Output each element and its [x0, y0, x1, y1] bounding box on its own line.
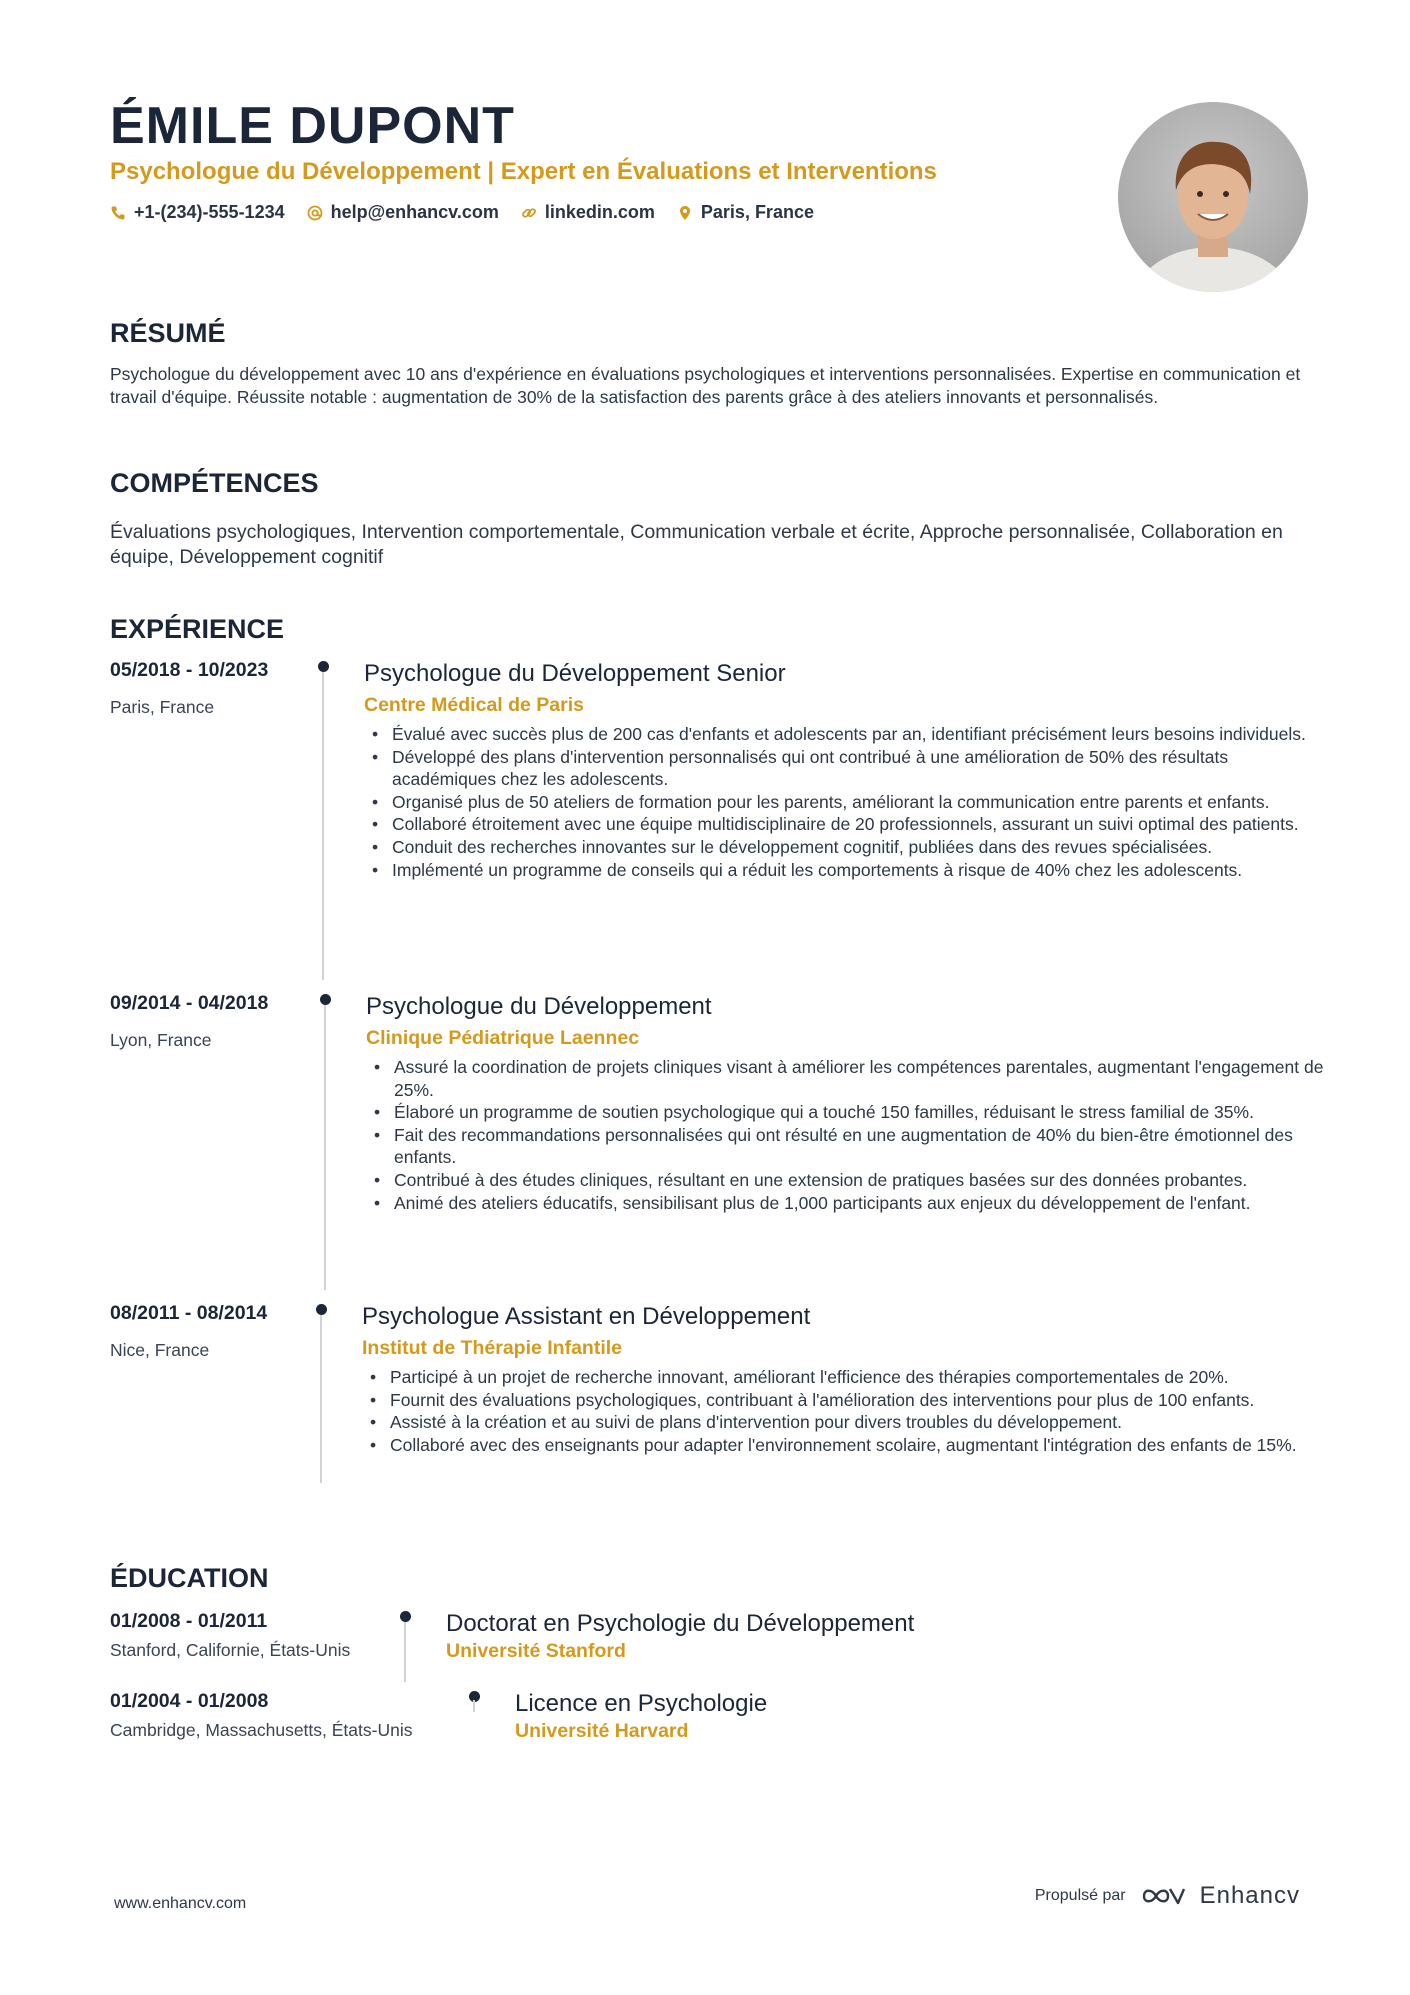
list-item: • Fait des recommandations personnalisées qui ont résulté en une augmentation de 40% du bien-être émotionnel des enfants. — [394, 1124, 1324, 1169]
list-item: • Organisé plus de 50 ateliers de formation pour les parents, améliorant la communication entre parents et enfants. — [392, 791, 1322, 814]
contact-location: Paris, France — [677, 202, 814, 223]
section-title-skills: COMPÉTENCES — [110, 468, 319, 498]
exp-location: Paris, France — [110, 697, 215, 717]
edu-location: Stanford, Californie, États-Unis — [110, 1640, 351, 1660]
timeline-dot — [316, 1304, 327, 1315]
job-bullets — [368, 1366, 1320, 1456]
list-item: • Assuré la coordination de projets cliniques visant à améliorer les compétences parentales, augmentant l'engagement de 25%. — [394, 1056, 1324, 1101]
phone-icon — [110, 205, 126, 221]
exp-location: Lyon, France — [110, 1030, 212, 1050]
edu-location: Cambridge, Massachusetts, États-Unis — [110, 1720, 413, 1740]
degree-title: Doctorat en Psychologie du Développement — [446, 1610, 915, 1637]
list-item: • Collaboré avec des enseignants pour adapter l'environnement scolaire, augmentant l'intégration des enfants de 15%. — [390, 1434, 1320, 1457]
list-item: • Participé à un projet de recherche innovant, améliorant l'efficience des thérapies comportementales de 20%. — [390, 1366, 1320, 1389]
timeline-dot — [400, 1611, 411, 1622]
footer-branding — [1035, 1882, 1300, 1910]
list-item: • Élaboré un programme de soutien psychologique qui a touché 150 familles, réduisant le stress familial de 35%. — [394, 1101, 1324, 1124]
timeline-line — [320, 1315, 322, 1483]
company-name: Clinique Pédiatrique Laennec — [366, 1027, 640, 1049]
job-title: Psychologue du Développement Senior — [364, 660, 786, 687]
job-bullets — [370, 723, 1322, 881]
school-name: Université Stanford — [446, 1640, 626, 1662]
timeline-line — [404, 1622, 406, 1682]
headline: Psychologue du Développement | Expert en Évaluations et Interventions — [110, 158, 937, 185]
list-item: • Animé des ateliers éducatifs, sensibilisant plus de 1,000 participants aux enjeux du développement de l'enfant. — [394, 1192, 1324, 1215]
exp-dates: 05/2018 - 10/2023 — [110, 659, 269, 681]
list-item: • Développé des plans d'intervention personnalisés qui ont contribué à une amélioration de 50% des résultats académiques chez les adolescents. — [392, 746, 1322, 791]
degree-title: Licence en Psychologie — [515, 1690, 768, 1717]
powered-by-label: Propulsé par — [1034, 1887, 1126, 1904]
enhancv-logo-icon — [1140, 1884, 1186, 1908]
list-item: • Évalué avec succès plus de 200 cas d'enfants et adolescents par an, identifiant précisément leurs besoins individuels. — [392, 723, 1322, 746]
school-name: Université Harvard — [515, 1720, 689, 1742]
exp-dates: 08/2011 - 08/2014 — [110, 1302, 268, 1324]
timeline-line — [322, 672, 324, 980]
list-item: • Fournit des évaluations psychologiques, contribuant à l'amélioration des interventions pour plus de 100 enfants. — [390, 1389, 1320, 1412]
timeline-dot — [318, 661, 329, 672]
person-portrait-icon — [1118, 102, 1308, 292]
section-title-experience: EXPÉRIENCE — [110, 614, 285, 644]
list-item: • Implémenté un programme de conseils qui a réduit les comportements à risque de 40% chez les adolescents. — [392, 859, 1322, 882]
location-pin-icon — [677, 205, 693, 221]
job-bullets — [372, 1056, 1324, 1214]
section-title-summary: RÉSUMÉ — [110, 318, 226, 348]
contact-email[interactable]: help@enhancv.com — [307, 202, 499, 223]
summary-text: Psychologue du développement avec 10 ans d'expérience en évaluations psychologiques et interventions personnalisées. Expertise en communication et travail d'équipe. Réussite notable : augmentation de 30% de la satisfaction des parents grâce à des ateliers innovants et personnalisés. — [110, 364, 1301, 407]
contact-bar — [110, 202, 814, 223]
edu-dates: 01/2004 - 01/2008 — [110, 1690, 269, 1712]
skills-text: Évaluations psychologiques, Intervention comportementale, Communication verbale et écrite, Approche personnalisée, Collaboration en équipe, Développement cognitif — [110, 521, 1283, 568]
timeline-line — [473, 1700, 475, 1712]
company-name: Institut de Thérapie Infantile — [362, 1337, 623, 1359]
link-icon — [521, 205, 537, 221]
candidate-name: ÉMILE DUPONT — [110, 97, 515, 155]
job-title: Psychologue Assistant en Développement — [362, 1303, 811, 1330]
timeline-line — [324, 1005, 326, 1290]
company-name: Centre Médical de Paris — [364, 694, 585, 716]
list-item: • Collaboré étroitement avec une équipe multidisciplinaire de 20 professionnels, assurant un suivi optimal des patients. — [392, 813, 1322, 836]
job-title: Psychologue du Développement — [366, 993, 712, 1020]
list-item: • Conduit des recherches innovantes sur le développement cognitif, publiées dans des revues spécialisées. — [392, 836, 1322, 859]
profile-photo — [1118, 102, 1308, 292]
brand-name: Enhancv — [1199, 1882, 1300, 1909]
list-item: • Contribué à des études cliniques, résultant en une extension de pratiques basées sur des données probantes. — [394, 1169, 1324, 1192]
list-item: • Assisté à la création et au suivi de plans d'intervention pour divers troubles du développement. — [390, 1411, 1320, 1434]
contact-phone[interactable]: +1-(234)-555-1234 — [110, 202, 285, 223]
footer-website[interactable]: www.enhancv.com — [114, 1895, 247, 1912]
section-title-education: ÉDUCATION — [110, 1563, 269, 1593]
edu-dates: 01/2008 - 01/2011 — [110, 1610, 268, 1632]
contact-linkedin[interactable]: linkedin.com — [521, 202, 655, 223]
timeline-dot — [320, 994, 331, 1005]
at-icon — [307, 205, 323, 221]
exp-location: Nice, France — [110, 1340, 210, 1360]
exp-dates: 09/2014 - 04/2018 — [110, 992, 269, 1014]
